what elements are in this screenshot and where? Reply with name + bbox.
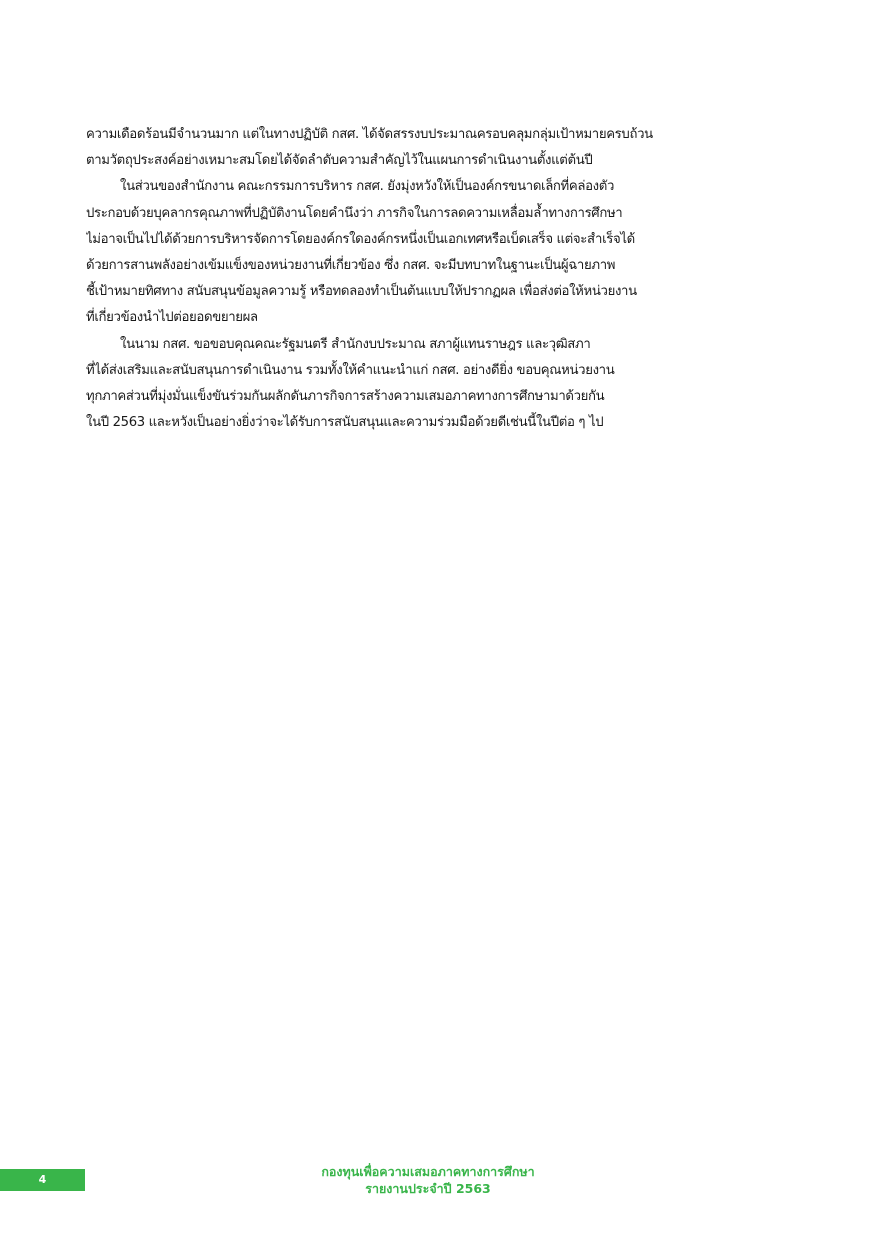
- paragraph-line: ตามวัตถุประสงค์อย่างเหมาะสมโดยได้จัดลำดับความสำคัญไว้ในแผนการดำเนินงานตั้งแต่ต้นปี: [86, 153, 593, 169]
- paragraph-line: ในปี 2563 และหวังเป็นอย่างยิ่งว่าจะได้รับการสนับสนุนและความร่วมมือด้วยดีเช่นนี้ในปีต่อ ๆ ไป: [86, 415, 604, 431]
- paragraph-line: ในนาม กสศ. ขอขอบคุณคณะรัฐมนตรี สำนักงบประมาณ สภาผู้แทนราษฎร และวุฒิสภา: [120, 336, 591, 352]
- page-number-badge: 4: [0, 1169, 85, 1191]
- page-footer: [226, 1163, 630, 1197]
- paragraph-line: ไม่อาจเป็นไปได้ด้วยการบริหารจัดการโดยองค์กรใดองค์กรหนึ่งเป็นเอกเทศหรือเบ็ดเสร็จ แต่จะสำเร็จได้: [86, 231, 635, 247]
- footer-org-name: กองทุนเพื่อความเสมอภาคทางการศึกษา: [321, 1164, 535, 1179]
- paragraph-line: ทุกภาคส่วนที่มุ่งมั่นแข็งขันร่วมกันผลักดันภารกิจการสร้างความเสมอภาคทางการศึกษามาด้วยกัน: [86, 388, 605, 404]
- paragraph-line: ความเดือดร้อนมีจำนวนมาก แต่ในทางปฏิบัติ กสศ. ได้จัดสรรงบประมาณครอบคลุมกลุ่มเป้าหมายครบถ้วน: [86, 127, 653, 142]
- paragraph-line: ที่เกี่ยวข้องนำไปต่อยอดขยายผล: [86, 310, 258, 326]
- paragraph-line: ประกอบด้วยบุคลากรคุณภาพที่ปฏิบัติงานโดยคำนึงว่า ภารกิจในการลดความเหลื่อมล้ำทางการศึกษา: [86, 205, 623, 221]
- paragraph-line: ชี้เป้าหมายทิศทาง สนับสนุนข้อมูลความรู้ หรือทดลองทำเป็นต้นแบบให้ปรากฏผล เพื่อส่งต่อให้หน่วยงาน: [86, 284, 637, 300]
- paragraph-line: ในส่วนของสำนักงาน คณะกรรมการบริหาร กสศ. ยังมุ่งหวังให้เป็นองค์กรขนาดเล็กที่คล่องตัว: [120, 179, 615, 195]
- body-text: [86, 122, 750, 436]
- footer-report-title: รายงานประจำปี 2563: [365, 1181, 491, 1196]
- paragraph-line: ที่ได้ส่งเสริมและสนับสนุนการดำเนินงาน รวมทั้งให้คำแนะนำแก่ กสศ. อย่างดียิ่ง ขอบคุณหน่วยงาน: [86, 362, 615, 378]
- paragraph-line: ด้วยการสานพลังอย่างเข้มแข็งของหน่วยงานที่เกี่ยวข้อง ซึ่ง กสศ. จะมีบทบาทในฐานะเป็นผู้ฉายภาพ: [86, 257, 616, 273]
